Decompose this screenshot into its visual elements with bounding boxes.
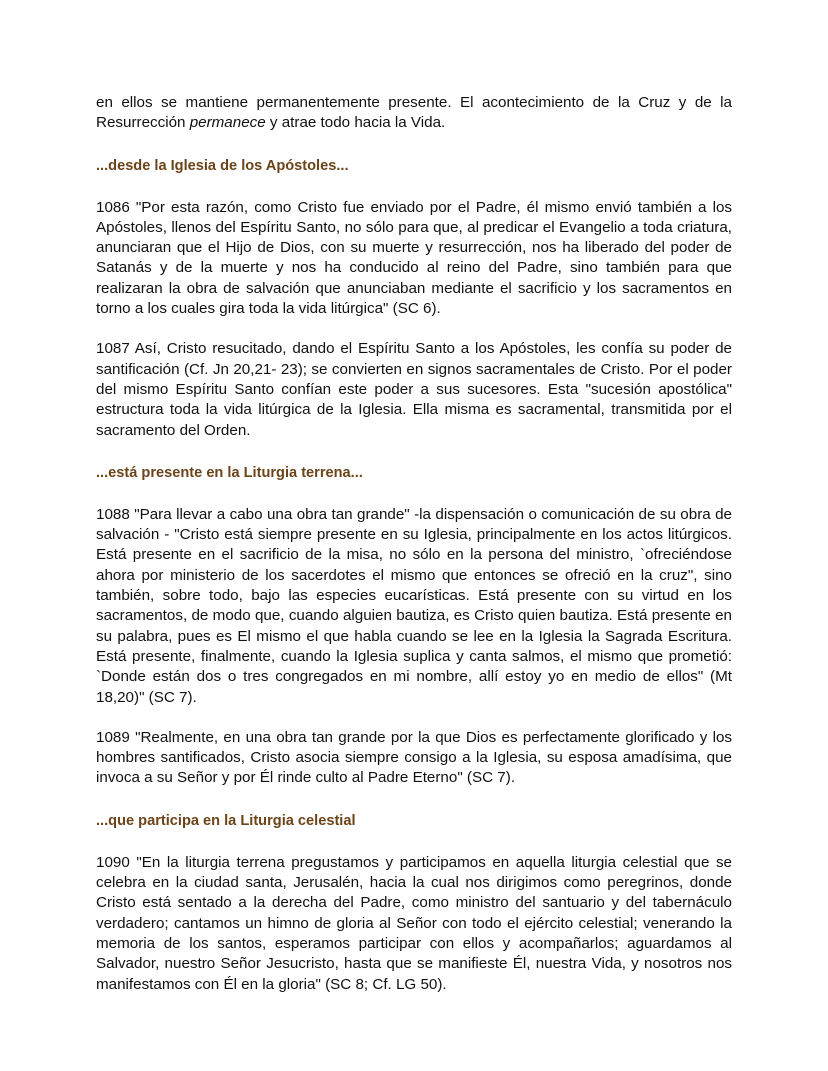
paragraph-1086: 1086 "Por esta razón, como Cristo fue enviado por el Padre, él mismo envió también a los Apóstoles, llenos del Espíritu Santo, no sólo para que, al predicar el Evangelio a toda criatura, anunciaran que el Hijo de Dios, con su muerte y resurrección, nos ha liberado del poder de Satanás y de la muerte y nos ha conducido al reino del Padre, sino también para que realizaran la obra de salvación que anunciaban mediante el sacrificio y los sacramentos en torno a los cuales gira toda la vida litúrgica" (SC 6). xyxy=(96,198,732,318)
paragraph-1088: 1088 "Para llevar a cabo una obra tan grande" -la dispensación o comunicación de su obra de salvación - "Cristo está siempre presente en su Iglesia, principalmente en los actos litúrgicos. Está presente en el sacrificio de la misa, no sólo en la persona del ministro, `ofreciéndose ahora por ministerio de los sacerdotes el mismo que entonces se ofreció en la cruz", sino también, sobre todo, bajo las especies eucarísticas. Está presente con su virtud en los sacramentos, de modo que, cuando alguien bautiza, es Cristo quien bautiza. Está presente en su palabra, pues es El mismo el que habla cuando se lee en la Iglesia la Sagrada Escritura. Está presente, finalmente, cuando la Iglesia suplica y canta salmos, el mismo que prometió: `Donde están dos o tres congregados en mi nombre, allí estoy yo en medio de ellos" (Mt 18,20)" (SC 7). xyxy=(96,505,732,706)
paragraph-1090: 1090 "En la liturgia terrena pregustamos y participamos en aquella liturgia celestial que se celebra en la ciudad santa, Jerusalén, hacia la cual nos dirigimos como peregrinos, donde Cristo está sentado a la derecha del Padre, como ministro del santuario y del tabernáculo verdadero; cantamos un himno de gloria al Señor con todo el ejército celestial; venerando la memoria de los santos, esperamos participar con ellos y acompañarlos; aguardamos al Salvador, nuestro Señor Jesucristo, hasta que se manifieste Él, nuestra Vida, y nosotros nos manifestamos con Él en la gloria" (SC 8; Cf. LG 50). xyxy=(96,853,732,993)
intro-paragraph xyxy=(96,93,732,134)
section-heading-heavenly-liturgy: ...que participa en la Liturgia celestial xyxy=(96,812,356,829)
section-heading-earthly-liturgy: ...está presente en la Liturgia terrena... xyxy=(96,464,363,481)
intro-emphasis: permanece xyxy=(189,114,266,132)
paragraph-1087: 1087 Así, Cristo resucitado, dando el Espíritu Santo a los Apóstoles, les confía su poder de santificación (Cf. Jn 20,21- 23); se convierten en signos sacramentales de Cristo. Por el poder del mismo Espíritu Santo confían este poder a sus sucesores. Esta "sucesión apostólica" estructura toda la vida litúrgica de la Iglesia. Ella misma es sacramental, transmitida por el sacramento del Orden. xyxy=(96,340,732,439)
intro-text-start: en ellos se mantiene permanentemente presente. El acontecimiento de la Cruz y de la Resurrección xyxy=(96,94,732,132)
paragraph-1089: 1089 "Realmente, en una obra tan grande por la que Dios es perfectamente glorificado y los hombres santificados, Cristo asocia siempre consigo a la Iglesia, su esposa amadísima, que invoca a su Señor y por Él rinde culto al Padre Eterno" (SC 7). xyxy=(96,728,732,787)
section-heading-apostles: ...desde la Iglesia de los Apóstoles... xyxy=(96,157,349,174)
intro-text-end: y atrae todo hacia la Vida. xyxy=(265,114,446,132)
